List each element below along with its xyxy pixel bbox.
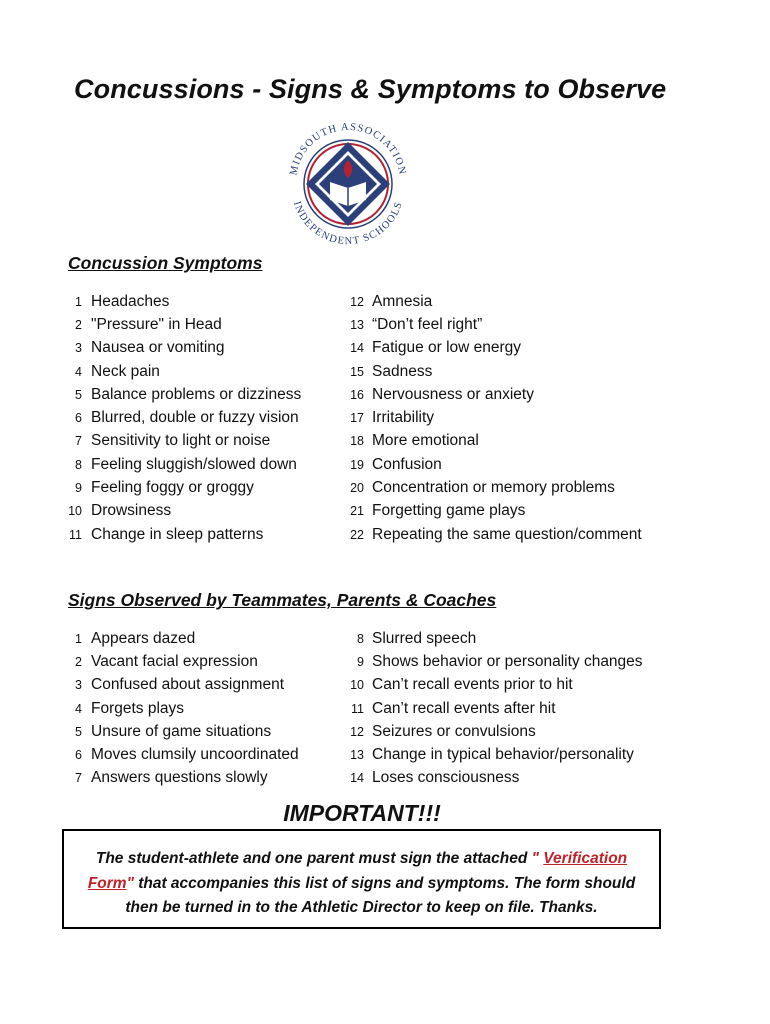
list-item bbox=[66, 697, 299, 720]
list-item-number: 6 bbox=[75, 748, 82, 763]
list-item-number: 16 bbox=[350, 387, 364, 402]
list-item-text: More emotional bbox=[372, 432, 479, 450]
list-item-number: 4 bbox=[75, 364, 82, 379]
list-item-number: 10 bbox=[68, 504, 82, 519]
list-item bbox=[344, 697, 643, 720]
notice-text-after: that accompanies this list of signs and symptoms. The form should then be turned in to the Athletic Director to keep on file. Thanks. bbox=[125, 874, 636, 916]
list-item bbox=[66, 383, 301, 406]
list-item-text: Amnesia bbox=[372, 292, 433, 310]
list-item bbox=[66, 743, 299, 766]
list-item bbox=[344, 337, 642, 360]
list-item-number: 14 bbox=[350, 341, 364, 356]
list-item-text: Confused about assignment bbox=[91, 676, 285, 694]
list-item bbox=[66, 453, 301, 476]
list-item-number: 5 bbox=[75, 387, 82, 402]
list-item-text: Can’t recall events after hit bbox=[372, 699, 556, 717]
list-item-text: Forgetting game plays bbox=[372, 502, 526, 520]
list-item-text: Sadness bbox=[372, 362, 433, 380]
logo-bottom-text: INDEPENDENT SCHOOLS bbox=[291, 200, 406, 248]
verification-notice-box bbox=[62, 829, 661, 929]
list-item-number: 6 bbox=[75, 411, 82, 426]
list-item-number: 12 bbox=[350, 724, 364, 739]
list-item bbox=[66, 627, 299, 650]
list-item-text: Appears dazed bbox=[91, 629, 196, 647]
list-item bbox=[344, 360, 642, 383]
list-item bbox=[66, 406, 301, 429]
verification-form-link-part1[interactable]: Verification bbox=[543, 850, 628, 867]
list-item bbox=[66, 430, 301, 453]
midsouth-association-logo bbox=[278, 118, 418, 248]
list-item-text: Can’t recall events prior to hit bbox=[372, 676, 573, 694]
list-item bbox=[66, 650, 299, 673]
list-item-number: 10 bbox=[350, 678, 364, 693]
list-item-text: Moves clumsily uncoordinated bbox=[91, 746, 299, 764]
list-item-number: 8 bbox=[75, 457, 82, 472]
list-item-text: Concentration or memory problems bbox=[372, 479, 615, 497]
list-item-text: Fatigue or low energy bbox=[372, 339, 522, 357]
list-item bbox=[66, 523, 301, 546]
signs-observed-heading: Signs Observed by Teammates, Parents & Coaches bbox=[68, 590, 497, 610]
notice-quote-close: " bbox=[126, 874, 139, 892]
list-item-text: Feeling sluggish/slowed down bbox=[91, 455, 297, 473]
list-item bbox=[66, 500, 301, 523]
list-item bbox=[344, 627, 643, 650]
list-item-number: 13 bbox=[350, 317, 364, 332]
list-item bbox=[344, 674, 643, 697]
list-item-number: 20 bbox=[350, 481, 364, 496]
list-item-text: “Don’t feel right” bbox=[372, 315, 483, 333]
list-item-text: "Pressure" in Head bbox=[91, 315, 222, 333]
list-item bbox=[344, 767, 643, 790]
list-item-text: Answers questions slowly bbox=[91, 769, 268, 787]
list-item bbox=[344, 290, 642, 313]
page-title: Concussions - Signs & Symptoms to Observe bbox=[74, 74, 667, 104]
list-item bbox=[344, 453, 642, 476]
list-item-number: 22 bbox=[350, 527, 364, 542]
list-item-text: Unsure of game situations bbox=[91, 722, 272, 740]
symptoms-list-left bbox=[66, 290, 301, 546]
list-item bbox=[344, 430, 642, 453]
list-item-number: 11 bbox=[69, 527, 82, 542]
verification-form-link-part2[interactable]: Form bbox=[87, 874, 127, 892]
list-item bbox=[344, 476, 642, 499]
important-heading: IMPORTANT!!! bbox=[283, 800, 441, 826]
list-item bbox=[66, 476, 301, 499]
list-item-number: 2 bbox=[75, 317, 82, 332]
logo-top-text: MIDSOUTH ASSOCIATION bbox=[288, 121, 408, 177]
list-item-number: 12 bbox=[350, 294, 364, 309]
concussion-symptoms-heading: Concussion Symptoms bbox=[68, 253, 263, 273]
list-item-number: 1 bbox=[75, 631, 82, 646]
list-item-number: 9 bbox=[357, 654, 364, 669]
list-item-text: Change in typical behavior/personality bbox=[372, 746, 634, 764]
list-item bbox=[344, 313, 642, 336]
list-item-number: 3 bbox=[75, 341, 82, 356]
list-item-number: 9 bbox=[75, 481, 82, 496]
list-item-number: 3 bbox=[75, 678, 82, 693]
list-item-text: Neck pain bbox=[91, 362, 160, 380]
signs-list-left bbox=[66, 627, 299, 790]
list-item bbox=[66, 313, 301, 336]
list-item-number: 4 bbox=[75, 701, 82, 716]
list-item-text: Slurred speech bbox=[372, 629, 477, 647]
list-item bbox=[66, 767, 299, 790]
symptoms-list-right bbox=[344, 290, 642, 546]
list-item-text: Irritability bbox=[372, 409, 435, 427]
list-item-text: Sensitivity to light or noise bbox=[91, 432, 271, 450]
list-item-text: Headaches bbox=[91, 292, 170, 310]
school-seal-icon bbox=[278, 118, 418, 248]
list-item-number: 14 bbox=[350, 771, 364, 786]
list-item-number: 7 bbox=[75, 771, 82, 786]
list-item-text: Change in sleep patterns bbox=[91, 525, 264, 543]
list-item-text: Forgets plays bbox=[91, 699, 185, 717]
list-item bbox=[66, 360, 301, 383]
list-item bbox=[344, 500, 642, 523]
list-item bbox=[66, 337, 301, 360]
list-item-text: Seizures or convulsions bbox=[372, 722, 536, 740]
list-item-number: 17 bbox=[350, 411, 364, 426]
list-item-text: Blurred, double or fuzzy vision bbox=[91, 409, 299, 427]
list-item-text: Nervousness or anxiety bbox=[372, 385, 534, 403]
list-item bbox=[344, 523, 642, 546]
list-item-text: Confusion bbox=[372, 455, 442, 473]
list-item-text: Drowsiness bbox=[91, 502, 172, 520]
list-item-text: Shows behavior or personality changes bbox=[372, 652, 643, 670]
list-item-number: 2 bbox=[75, 654, 82, 669]
list-item-text: Feeling foggy or groggy bbox=[91, 479, 254, 497]
list-item bbox=[66, 290, 301, 313]
list-item-text: Loses consciousness bbox=[372, 769, 520, 787]
list-item-number: 1 bbox=[75, 294, 82, 309]
list-item bbox=[344, 406, 642, 429]
notice-text-before: The student-athlete and one parent must sign the attached bbox=[95, 850, 532, 867]
list-item-number: 19 bbox=[350, 457, 364, 472]
list-item bbox=[344, 383, 642, 406]
list-item-number: 7 bbox=[75, 434, 82, 449]
list-item-text: Repeating the same question/comment bbox=[372, 525, 642, 543]
list-item-text: Nausea or vomiting bbox=[91, 339, 225, 357]
list-item-number: 11 bbox=[351, 701, 364, 716]
signs-list-right bbox=[344, 627, 643, 790]
list-item-number: 21 bbox=[350, 504, 364, 519]
list-item-number: 8 bbox=[357, 631, 364, 646]
list-item-number: 15 bbox=[350, 364, 364, 379]
list-item-number: 5 bbox=[75, 724, 82, 739]
list-item-number: 18 bbox=[350, 434, 364, 449]
list-item bbox=[66, 674, 299, 697]
list-item bbox=[344, 650, 643, 673]
list-item-number: 13 bbox=[350, 748, 364, 763]
list-item-text: Vacant facial expression bbox=[91, 652, 258, 670]
list-item bbox=[66, 720, 299, 743]
list-item bbox=[344, 743, 643, 766]
notice-quote-open: " bbox=[531, 850, 544, 867]
list-item-text: Balance problems or dizziness bbox=[91, 385, 302, 403]
list-item bbox=[344, 720, 643, 743]
